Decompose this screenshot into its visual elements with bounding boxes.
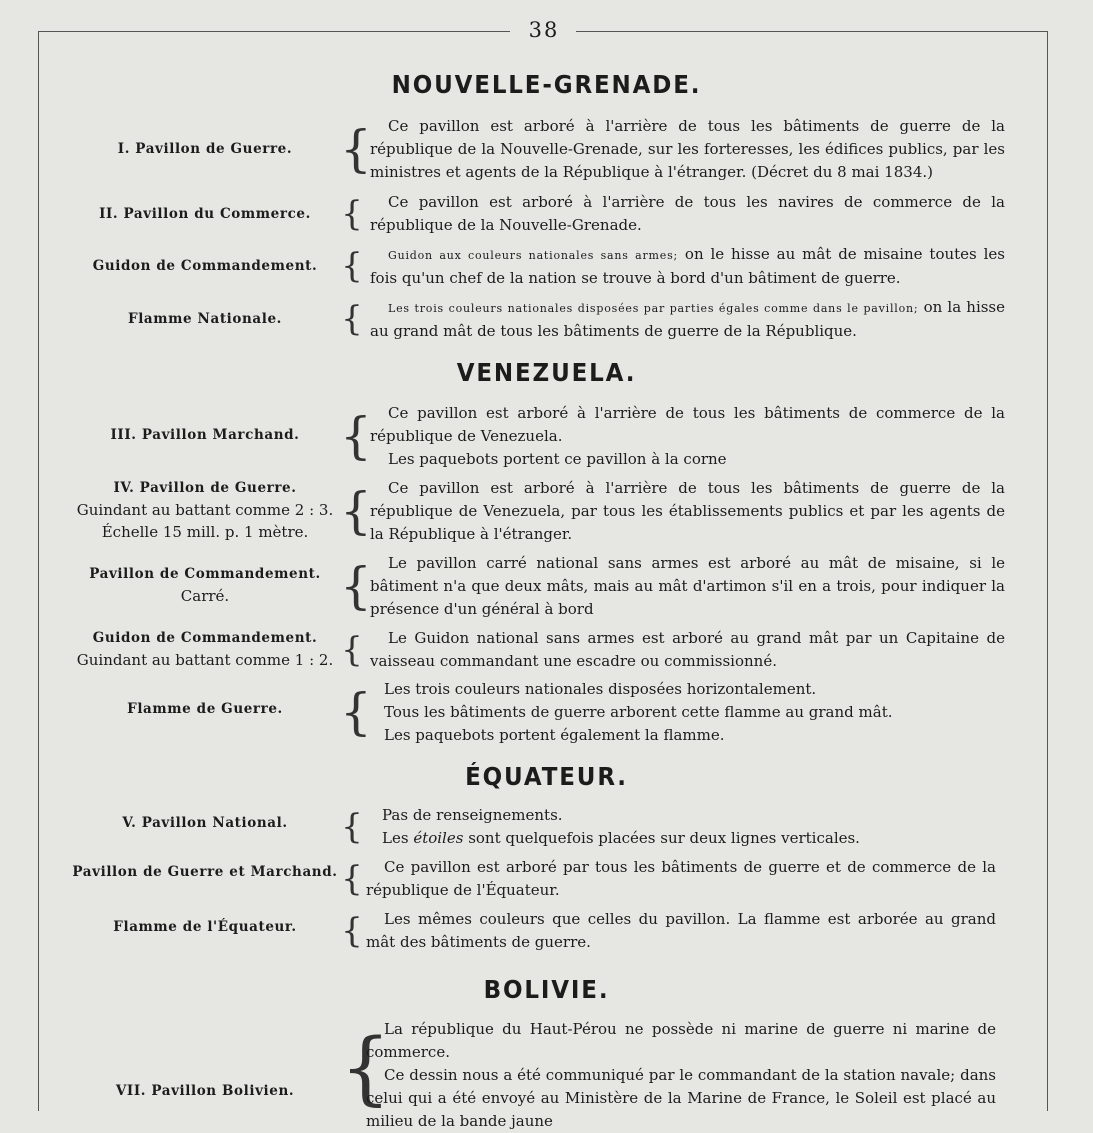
entry-label: Flamme de l'Équateur.	[113, 919, 297, 935]
section-title-venezuela: VENEZUELA.	[456, 358, 637, 387]
entry-text: Ce pavillon est arboré à l'arrière de tous les bâtiments de commerce de la république de Venezuela. Les paquebots portent ce pavillon à la corne	[370, 404, 1005, 468]
entry-label: Flamme Nationale.	[128, 311, 282, 327]
entry-label: IV. Pavillon de Guerre.	[113, 480, 297, 496]
section-title-equateur: ÉQUATEUR.	[465, 762, 628, 791]
entry-label-scale: Échelle 15 mill. p. 1 mètre.	[101, 523, 309, 541]
top-rule-right	[576, 31, 1048, 32]
entry-text: Ce pavillon est arboré à l'arrière de tous les bâtiments de guerre de la république de la Nouvelle-Grenade, sur les forteresses, les édifices publics, par les ministres et agents de la République à l'étranger. (Décret du 8 mai 1834.)	[370, 117, 1005, 181]
entry-label-group	[60, 563, 350, 607]
entry-label: II. Pavillon du Commerce.	[99, 206, 311, 222]
entry-label: Guidon de Commandement.	[92, 258, 318, 274]
entry-label: Flamme de Guerre.	[127, 701, 283, 717]
entry-label: V. Pavillon National.	[122, 815, 288, 831]
top-rule-left	[38, 31, 510, 32]
brace-icon: {	[340, 1021, 391, 1114]
entry-label-shape: Carré.	[180, 587, 230, 605]
entry-label-group	[60, 627, 350, 671]
entry-label-proportion: Guindant au battant comme 2 : 3.	[76, 501, 334, 519]
entry-label: Pavillon de Guerre et Marchand.	[72, 864, 338, 880]
entry-label: Pavillon de Commandement.	[89, 566, 321, 582]
entry-label: III. Pavillon Marchand.	[110, 427, 300, 443]
entry-text: Les trois couleurs nationales disposées horizontalement. Tous les bâtiments de guerre arborent cette flamme au grand mât. Les paquebots portent également la flamme.	[384, 680, 893, 744]
page-number: 38	[528, 18, 560, 42]
brace-icon: {	[341, 246, 363, 286]
brace-icon: {	[340, 557, 372, 615]
brace-icon: {	[341, 194, 363, 234]
entry-label-group	[60, 477, 350, 543]
brace-icon: {	[340, 120, 372, 178]
entry-label: Guidon de Commandement.	[92, 630, 318, 646]
entry-label: VII. Pavillon Bolivien.	[115, 1083, 295, 1099]
entry-text: Guidon aux couleurs nationales sans armes; on le hisse au mât de misaine toutes les fois qu'un chef de la nation se trouve à bord d'un bâtiment de guerre.	[370, 245, 1005, 287]
entry-text: Les trois couleurs nationales disposées par parties égales comme dans le pavillon; on la hisse au grand mât de tous les bâtiments de guerre de la République.	[370, 298, 1006, 340]
entry-text: La république du Haut-Pérou ne possède ni marine de guerre ni marine de commerce. Ce dessin nous a été communiqué par le commandant de la station navale; dans celui qui a été envoyé au Ministère de la Marine de France, le Soleil est placé au milieu de la bande jaune	[366, 1020, 996, 1130]
entry-text: Ce pavillon est arboré à l'arrière de tous les bâtiments de guerre de la république de Venezuela, par tous les établissements publics et par les agents de la République à l'étranger.	[370, 479, 1005, 543]
section-title-bolivie: BOLIVIE.	[483, 975, 610, 1004]
entry-text: Les mêmes couleurs que celles du pavillon. La flamme est arborée au grand mât des bâtiments de guerre.	[366, 910, 996, 951]
brace-icon: {	[341, 807, 363, 847]
section-title-nouvelle-grenade: NOUVELLE-GRENADE.	[391, 70, 702, 99]
brace-icon: {	[340, 407, 372, 465]
entry-text: Ce pavillon est arboré à l'arrière de tous les navires de commerce de la république de la Nouvelle-Grenade.	[370, 193, 1005, 234]
entry-label: I. Pavillon de Guerre.	[117, 141, 293, 157]
brace-icon: {	[341, 299, 363, 339]
entry-label-proportion: Guindant au battant comme 1 : 2.	[76, 651, 334, 669]
brace-icon: {	[341, 630, 363, 670]
brace-icon: {	[340, 683, 372, 741]
entry-text: Pas de renseignements. Les étoiles sont quelquefois placées sur deux lignes verticales.	[382, 806, 860, 847]
brace-icon: {	[341, 859, 363, 899]
entry-text: Le Guidon national sans armes est arboré au grand mât par un Capitaine de vaisseau commandant une escadre ou commissionné.	[370, 629, 1005, 670]
brace-icon: {	[340, 482, 372, 540]
brace-icon: {	[341, 911, 363, 951]
entry-text: Ce pavillon est arboré par tous les bâtiments de guerre et de commerce de la république de l'Équateur.	[366, 858, 996, 899]
entry-text: Le pavillon carré national sans armes est arboré au mât de misaine, si le bâtiment n'a que deux mâts, mais au mât d'artimon s'il en a trois, pour indiquer la présence d'un général à bord	[370, 554, 1005, 618]
